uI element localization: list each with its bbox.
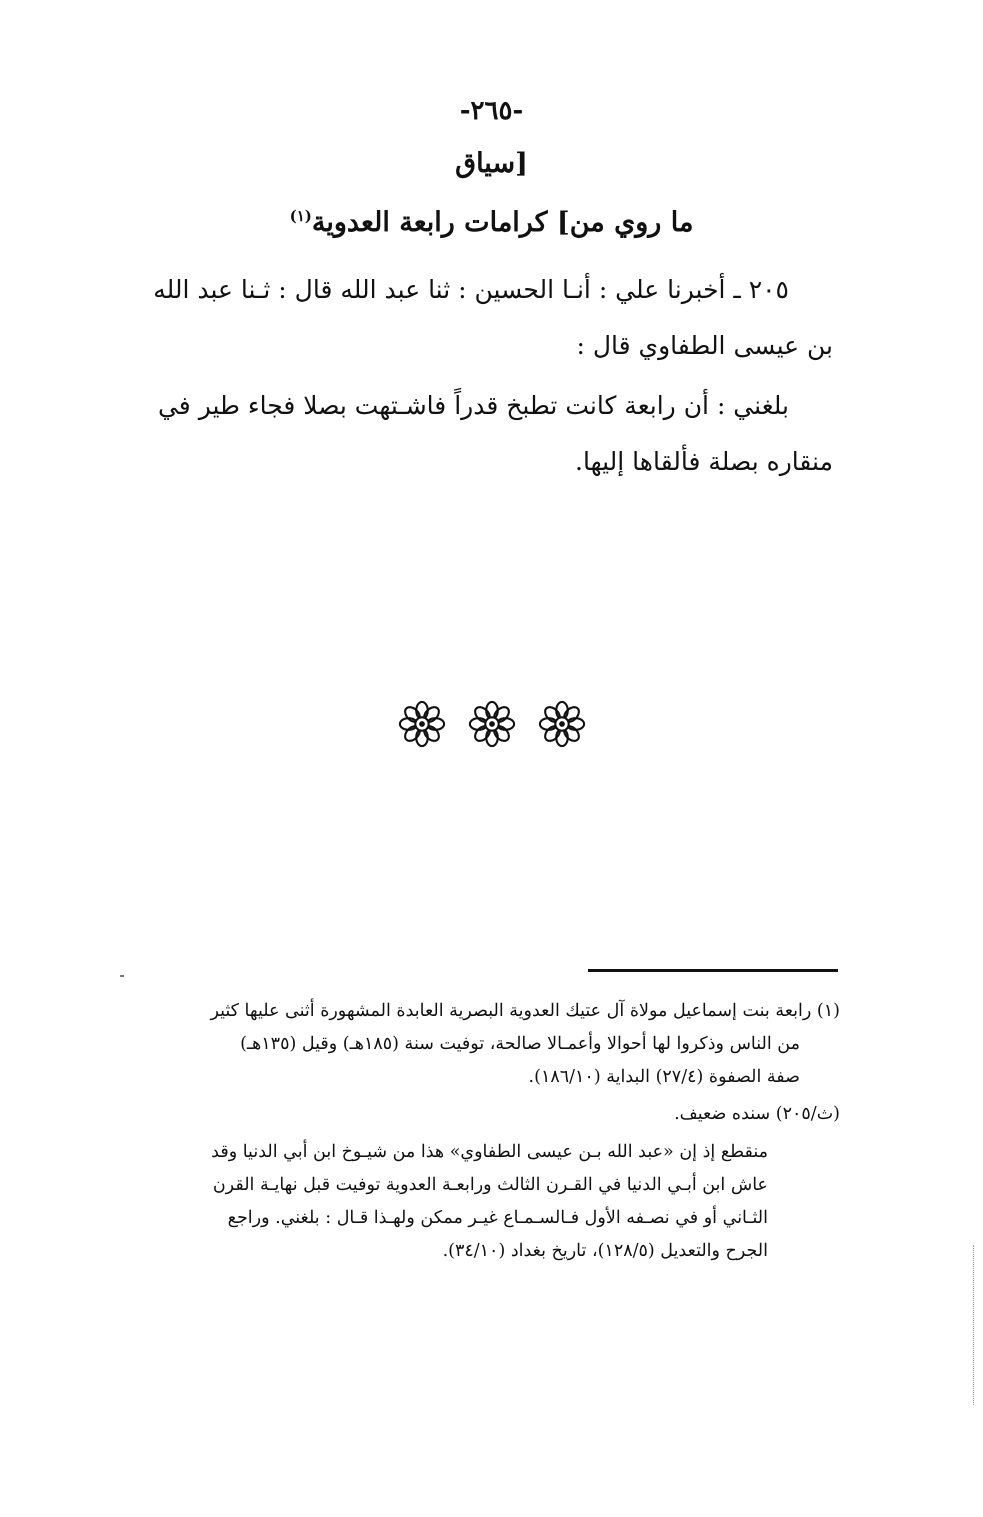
- isnad-line-2: بن عيسى الطفاوي قال :: [576, 331, 833, 360]
- chapter-heading-line-1: [سياق: [455, 148, 528, 179]
- scan-edge-mark: [973, 1245, 975, 1405]
- chapter-heading-line-2: [0, 207, 983, 238]
- footnote-2: [160, 1136, 840, 1268]
- section-divider-ornaments: [0, 700, 983, 748]
- footnote-2-line-3: الثـاني أو في نصـفه الأول فـالسـمـاع غيـر ممكن ولهـذا قـال : بلغني. وراجع: [227, 1208, 768, 1228]
- footnote-2-line-1: منقطع إذ إن «عبد الله بـن عيسى الطفاوي» هذا من شيـوخ ابن أبي الدنيا وقد: [211, 1142, 768, 1162]
- footnote-1: [160, 995, 840, 1094]
- footnote-2-line-4: الجرح والتعديل (١٢٨/٥)، تاريخ بغداد (٣٤/١٠).: [442, 1241, 768, 1261]
- page-number: -٢٦٥-: [459, 96, 524, 126]
- hadith-matn: [153, 378, 833, 490]
- chapter-heading-text: ما روي من] كرامات رابعة العدوية: [311, 207, 694, 238]
- footnote-1-line-2: من الناس وذكروا لها أحوالا وأعمـالا صالحة، توفيت سنة (١٨٥هـ) وقيل (١٣٥هـ): [240, 1034, 800, 1054]
- footnote-2-heading: (ث/٢٠٥) سنده ضعيف.: [674, 1104, 840, 1124]
- scan-speck: [120, 975, 124, 977]
- matn-line-1: بلغني : أن رابعة كانت تطبخ قدراً فاشـتهت بصلا فجاء طير في: [157, 391, 789, 420]
- hadith-isnad: [153, 262, 833, 374]
- footnote-2-label: [160, 1098, 840, 1131]
- footnote-2-line-2: عاش ابن أبـي الدنيا في القـرن الثالث ورابعـة العدوية توفيت قبل نهايـة القرن: [212, 1175, 768, 1195]
- flower-ornament-icon: [398, 700, 446, 748]
- footnote-1-line-1: (١) رابعة بنت إسماعيل مولاة آل عتيك العدوية البصرية العابدة المشهورة أثنى عليها كثير: [210, 1001, 840, 1021]
- flower-ornament-icon: [538, 700, 586, 748]
- footnote-1-line-3: صفة الصفوة (٢٧/٤) البداية (١٨٦/١٠).: [528, 1067, 800, 1087]
- footnote-separator: [588, 969, 838, 972]
- isnad-line-1: ٢٠٥ ـ أخبرنا علي : أنـا الحسين : ثنا عبد الله قال : ثـنا عبد الله: [153, 275, 789, 304]
- flower-ornament-icon: [468, 700, 516, 748]
- matn-line-2: منقاره بصلة فألقاها إليها.: [575, 447, 833, 476]
- footnote-reference[interactable]: (١): [289, 207, 312, 225]
